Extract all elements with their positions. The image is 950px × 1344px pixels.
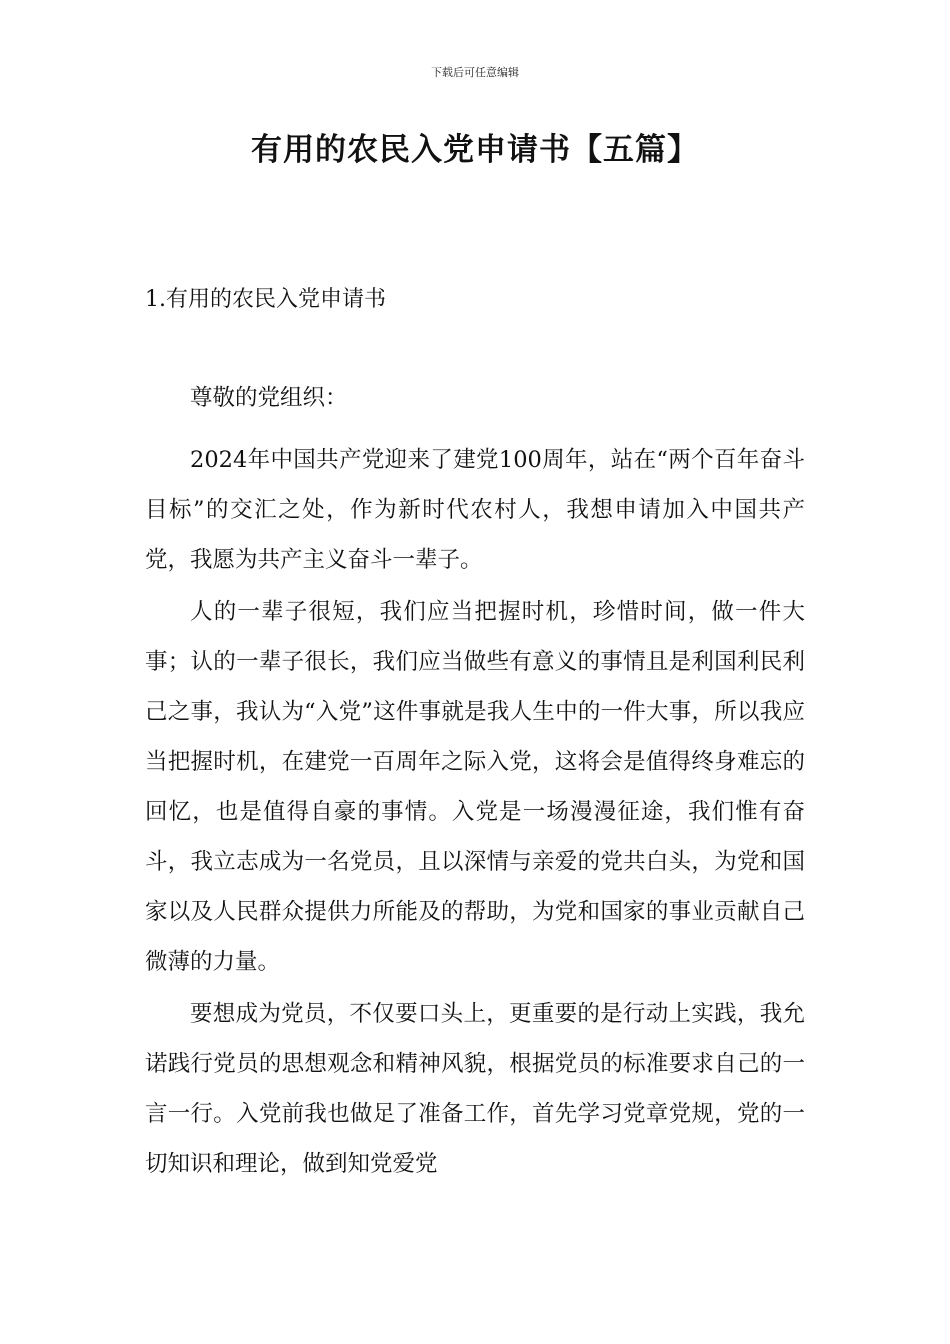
- salutation: 尊敬的党组织：: [190, 385, 348, 411]
- paragraph-3: 要想成为党员，不仅要口头上，更重要的是行动上实践，我允诺践行党员的思想观念和精神风貌，根据党员的标准要求自己的一言一行。入党前我也做足了准备工作，首先学习党章党规，党的一切知识和理论，做到知党爱党: [145, 1001, 805, 1177]
- paragraph-1: 2024年中国共产党迎来了建党100周年，站在“两个百年奋斗目标”的交汇之处，作为新时代农村人，我想申请加入中国共产党，我愿为共产主义奋斗一辈子。: [145, 447, 805, 573]
- header-note: 下载后可任意编辑: [431, 66, 519, 79]
- document-body: [145, 373, 805, 1189]
- document-title: 有用的农民入党申请书【五篇】: [251, 132, 699, 168]
- section-heading: 1.有用的农民入党申请书: [145, 287, 386, 312]
- paragraph-2: 人的一辈子很短，我们应当把握时机，珍惜时间，做一件大事；认的一辈子很长，我们应当做些有意义的事情且是利国利民利己之事，我认为“入党”这件事就是我人生中的一件大事，所以我应当把握时机，在建党一百周年之际入党，这将会是值得终身难忘的回忆，也是值得自豪的事情。入党是一场漫漫征途，我们惟有奋斗，我立志成为一名党员，且以深情与亲爱的党共白头，为党和国家以及人民群众提供力所能及的帮助，为党和国家的事业贡献自己微薄的力量。: [145, 599, 805, 975]
